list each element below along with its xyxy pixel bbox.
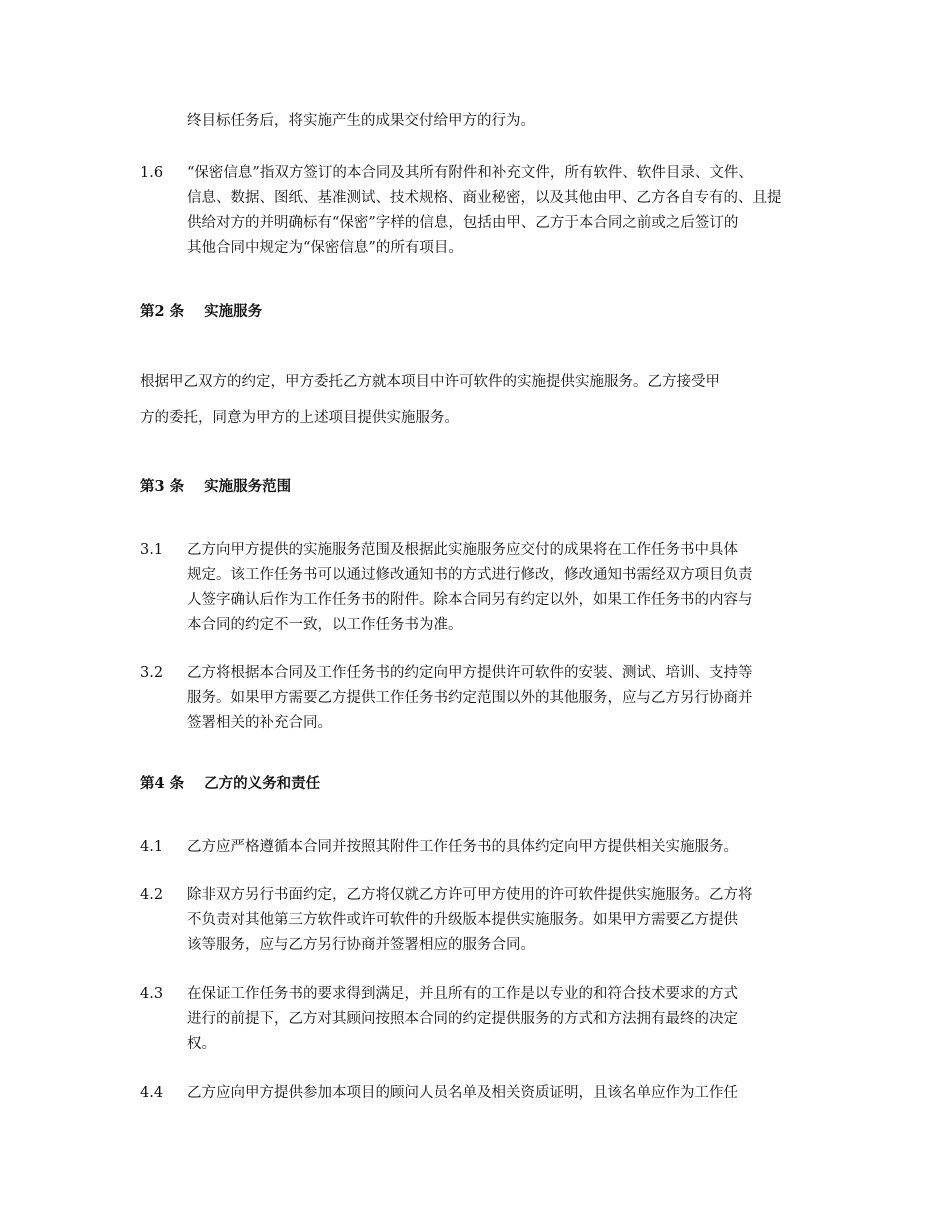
clause-3-2-line: 乙方将根据本合同及工作任务书的约定向甲方提供许可软件的安装、测试、培训、支持等: [187, 665, 753, 681]
article-2-heading: [140, 301, 262, 323]
article-2-label: 第2 条: [140, 303, 185, 320]
article-4-heading: [140, 773, 320, 795]
clause-number-4-3: 4.3: [140, 986, 164, 1002]
clause-4-3-line: 进行的前提下，乙方对其顾问按照本合同的约定提供服务的方式和方法拥有最终的决定: [187, 1011, 738, 1027]
clause-number-3-1: 3.1: [140, 542, 164, 558]
clause-1-6-line: 供给对方的并明确标有“保密”字样的信息，包括由甲、乙方于本合同之前或之后签订的: [187, 215, 739, 231]
clause-3-1-line: 规定。该工作任务书可以通过修改通知书的方式进行修改，修改通知书需经双方项目负责: [187, 567, 753, 583]
clause-4-3-line: 权。: [187, 1036, 216, 1052]
clause-1-6-line: “保密信息”指双方签订的本合同及其所有附件和补充文件，所有软件、软件目录、文件、: [187, 165, 753, 181]
clause-3-1-line: 人签字确认后作为工作任务书的附件。除本合同另有约定以外，如果工作任务书的内容与: [187, 592, 753, 608]
article-4-label: 第4 条: [140, 775, 185, 792]
clause-3-2-line: 签署相关的补充合同。: [187, 715, 332, 731]
clause-4-2-line: 不负责对其他第三方软件或许可软件的升级版本提供实施服务。如果甲方需要乙方提供: [187, 912, 738, 928]
article-4-title: 乙方的义务和责任: [204, 775, 321, 792]
article-3-heading: [140, 476, 291, 498]
clause-1-6-line: 信息、数据、图纸、基准测试、技术规格、商业秘密，以及其他由甲、乙方各自专有的、且提: [187, 190, 782, 206]
carryover-line: 终目标任务后，将实施产生的成果交付给甲方的行为。: [187, 113, 535, 129]
clause-4-3-line: 在保证工作任务书的要求得到满足，并且所有的工作是以专业的和符合技术要求的方式: [187, 986, 738, 1002]
article-2-paragraph-line: 根据甲乙双方的约定，甲方委托乙方就本项目中许可软件的实施提供实施服务。乙方接受甲: [140, 374, 720, 390]
clause-number-3-2: 3.2: [140, 665, 164, 681]
article-3-label: 第3 条: [140, 478, 185, 495]
clause-4-2-line: 除非双方另行书面约定，乙方将仅就乙方许可甲方使用的许可软件提供实施服务。乙方将: [187, 887, 753, 903]
clause-1-6-line: 其他合同中规定为“保密信息”的所有项目。: [187, 240, 463, 256]
clause-3-1-line: 本合同的约定不一致，以工作任务书为准。: [187, 617, 463, 633]
clause-number-4-1: 4.1: [140, 839, 164, 855]
clause-3-2-line: 服务。如果甲方需要乙方提供工作任务书约定范围以外的其他服务，应与乙方另行协商并: [187, 690, 753, 706]
clause-4-4-line: 乙方应向甲方提供参加本项目的顾问人员名单及相关资质证明，且该名单应作为工作任: [187, 1085, 738, 1101]
clause-3-1-line: 乙方向甲方提供的实施服务范围及根据此实施服务应交付的成果将在工作任务书中具体: [187, 542, 738, 558]
clause-4-2-line: 该等服务，应与乙方另行协商并签署相应的服务合同。: [187, 937, 535, 953]
clause-number-1-6: 1.6: [140, 165, 164, 181]
clause-4-1-line: 乙方应严格遵循本合同并按照其附件工作任务书的具体约定向甲方提供相关实施服务。: [187, 839, 738, 855]
clause-number-4-2: 4.2: [140, 887, 164, 903]
article-2-paragraph-line: 方的委托，同意为甲方的上述项目提供实施服务。: [140, 410, 459, 426]
article-3-title: 实施服务范围: [204, 478, 292, 495]
clause-number-4-4: 4.4: [140, 1085, 164, 1101]
article-2-title: 实施服务: [204, 303, 263, 320]
